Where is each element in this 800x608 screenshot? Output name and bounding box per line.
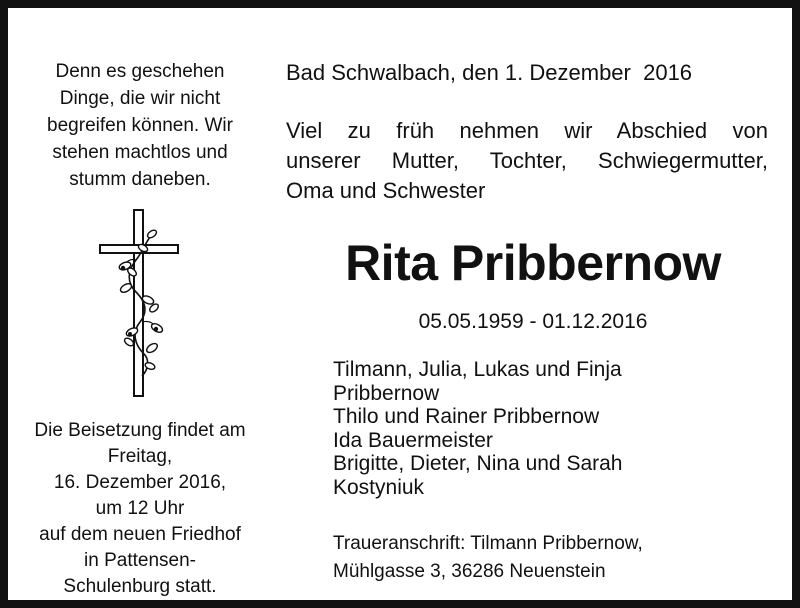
mourner-line: Kostyniuk bbox=[333, 475, 425, 499]
address-line: Mühlgasse 3, 36286 Neuenstein bbox=[333, 561, 606, 582]
funeral-info bbox=[28, 418, 252, 600]
quote-line: begreifen können. Wir bbox=[47, 115, 233, 136]
funeral-line: Die Beisetzung findet am bbox=[34, 420, 246, 441]
funeral-line: um 12 Uhr bbox=[95, 498, 185, 519]
mourners-list bbox=[333, 358, 623, 499]
farewell-line: Viel zu früh nehmen wir Abschied von bbox=[286, 118, 768, 143]
funeral-line: 16. Dezember 2016, bbox=[53, 472, 227, 493]
mourner-line: Ida Bauermeister bbox=[333, 428, 493, 452]
farewell-line: unserer Mutter, Tochter, Schwiegermutter, bbox=[286, 148, 768, 173]
address-line: Traueranschrift: Tilmann Pribbernow, bbox=[333, 533, 643, 554]
mourner-line: Brigitte, Dieter, Nina und Sarah bbox=[333, 452, 623, 475]
cross-with-rose-vine-icon bbox=[96, 208, 186, 400]
quote-line: stumm daneben. bbox=[69, 169, 211, 190]
place-date-line: Bad Schwalbach, den 1. Dezember 2016 bbox=[286, 60, 693, 85]
farewell-line: Oma und Schwester bbox=[286, 178, 486, 203]
mourning-address bbox=[333, 530, 643, 586]
mourner-line: Tilmann, Julia, Lukas und Finja bbox=[333, 358, 622, 381]
funeral-line: Schulenburg statt. bbox=[63, 576, 217, 597]
life-dates: 05.05.1959 - 01.12.2016 bbox=[418, 310, 648, 333]
quote-line: Dinge, die wir nicht bbox=[59, 88, 221, 109]
farewell-text bbox=[286, 116, 768, 206]
funeral-line: in Pattensen- bbox=[84, 550, 196, 571]
quote-line: Denn es geschehen bbox=[55, 61, 225, 82]
quote-line: stehen machtlos und bbox=[52, 142, 228, 163]
mourner-line: Thilo und Rainer Pribbernow bbox=[333, 405, 600, 428]
funeral-line: Freitag, bbox=[107, 446, 173, 467]
funeral-line: auf dem neuen Friedhof bbox=[39, 524, 241, 545]
mourner-line: Pribbernow bbox=[333, 381, 440, 405]
condolence-quote bbox=[28, 58, 252, 193]
deceased-name: Rita Pribbernow bbox=[345, 235, 721, 291]
